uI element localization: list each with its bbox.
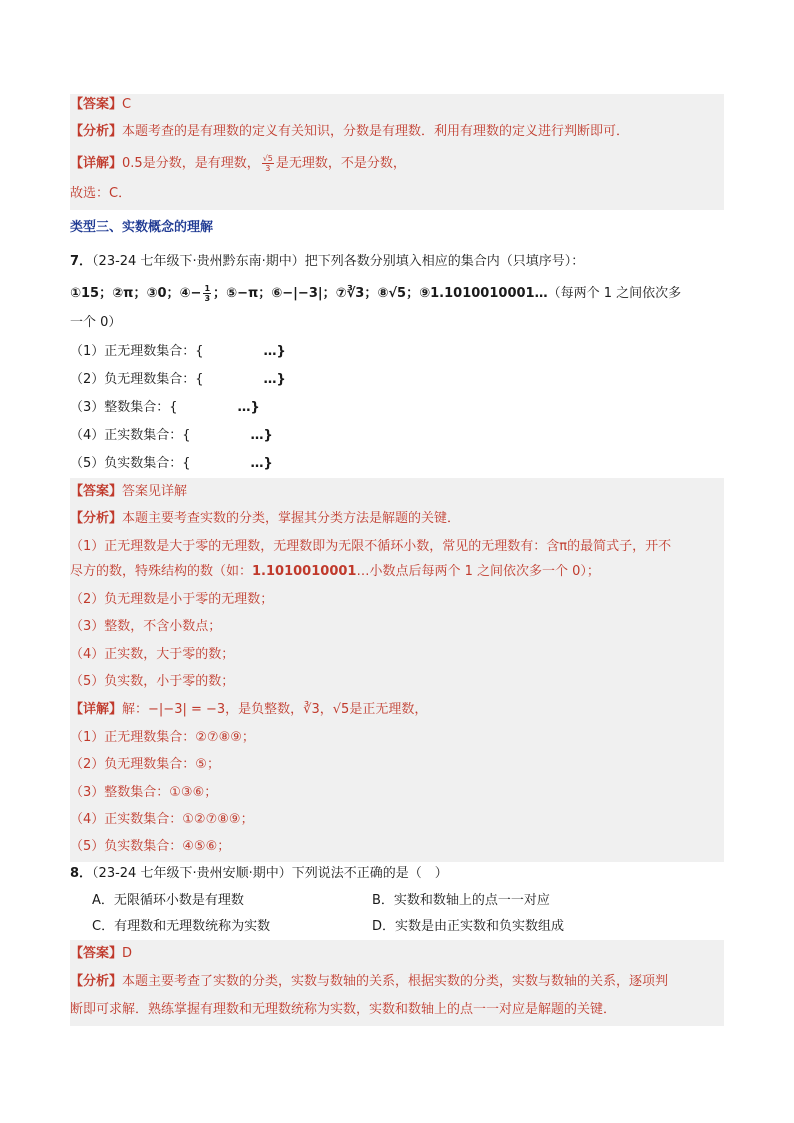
item-mark: ① [70,286,82,301]
q7-items-line [70,280,681,307]
item-mark: ⑦ [335,286,347,301]
set-end: …} [263,372,286,387]
section-heading: 类型三、实数概念的理解 [70,220,214,235]
q7-stem [70,248,584,275]
q8-prompt: 下列说法不正确的是（ ） [291,866,448,881]
set-end: …} [250,456,273,471]
item-mark: ④ [179,286,191,301]
q8-analysis-a: 本题主要考查了实数的分类，实数与数轴的关系，根据实数的分类，实数与数轴的关系，逐项判 [122,974,669,989]
result-value: ④⑤⑥ [182,839,218,854]
q7-set-3 [70,394,260,421]
q6-frac-num: √5 [262,154,273,163]
q7-result-3 [70,779,217,806]
q7-item-6 [271,286,335,301]
analysis-tag: 【分析】 [70,124,123,139]
q7-item-2 [112,286,146,301]
q6-frac-den: 3 [265,164,271,173]
set-end: …} [250,428,273,443]
q7-set-2 [70,366,286,393]
item-mark: ⑧ [377,286,389,301]
item-sep: ； [99,286,113,301]
result-end: ； [241,730,255,745]
answer-tag: 【答案】 [70,946,123,961]
result-label: （4）正实数集合： [70,812,183,827]
q7-detail-mid: ，是负整数， [225,702,304,717]
item-sep: ； [258,286,272,301]
item-value: −π [237,286,259,301]
q7-source: （23-24 七年级下·贵州黔东南·期中） [92,254,305,269]
result-value: ⑤ [195,757,207,772]
result-label: （2）负无理数集合： [70,757,196,772]
item-sep: ； [213,286,227,301]
q8-option-a[interactable]: A．无限循环小数是有理数 [92,893,244,908]
item-value: √5 [388,286,407,301]
result-end: ； [206,757,220,772]
answer-tag: 【答案】 [70,484,123,499]
q7-set-1 [70,338,286,365]
set-label: （1）正无理数集合：{ [70,344,204,359]
q7-analysis-4: （4）正实数，大于零的数； [70,647,235,662]
result-value: ①②⑦⑧⑨ [182,812,241,827]
item-mark: ⑥ [271,286,283,301]
q8-answer-value: D [122,946,133,961]
q6-answer-value: C [122,97,132,112]
q7-item-7 [336,286,378,301]
result-end: ； [240,812,254,827]
q7-detail-comma: ， [319,702,333,717]
q6-fraction [262,154,274,173]
q7-result-5 [70,833,230,860]
q7-detail-cbrt: ∛3 [303,702,320,717]
q7-detail-expr: −|−3| = −3 [148,702,226,717]
frac-num: 1 [204,284,211,293]
set-end: …} [263,344,286,359]
set-label: （2）负无理数集合：{ [70,372,204,387]
q7-items-note-b: 一个 0） [70,315,122,330]
item-value: −|−3| [282,286,323,301]
q7-analysis-1a: （1）正无理数是大于零的无理数，无理数即为无限不循环小数，常见的无理数有：含π的最简式子，开不 [70,539,672,554]
item-mark: ⑤ [226,286,238,301]
q6-detail-b: 是无理数，不是分数， [275,156,406,171]
q8-analysis-line [70,968,668,995]
result-label: （5）负实数集合： [70,839,183,854]
item-sep: ； [364,286,378,301]
item-value: − [190,286,202,301]
q7-result-4 [70,806,254,833]
item-value: 0 [157,286,167,301]
q8-option-d[interactable]: D．实数是由正实数和负实数组成 [372,919,565,934]
q7-set-4 [70,422,273,449]
result-label: （3）整数集合： [70,785,170,800]
q7-detail-sqrt: √5 [332,702,350,717]
q7-item-5 [226,286,271,301]
q7-item4-fraction [203,284,211,303]
q8-stem [70,860,448,887]
item-value: 15 [81,286,100,301]
result-end: ； [217,839,231,854]
q7-item-4 [180,286,227,301]
q8-option-c[interactable]: C．有理数和无理数统称为实数 [92,919,271,934]
q8-option-b[interactable]: B．实数和数轴上的点一一对应 [372,893,550,908]
q6-conclusion [70,180,131,207]
answer-tag: 【答案】 [70,97,123,112]
q7-number: 7． [70,254,93,269]
q8-source: （23-24 七年级下·贵州安顺·期中） [92,866,292,881]
q7-prompt: 把下列各数分别填入相应的集合内（只填序号）： [304,254,585,269]
q7-item-1 [70,286,112,301]
q7-set-5 [70,450,273,477]
analysis-1b-b: …小数点后每两个 1 之间依次多一个 0）； [356,564,600,579]
q6-answer-line [70,91,131,118]
item-mark: ② [112,286,124,301]
q8-number: 8． [70,866,93,881]
result-value: ②⑦⑧⑨ [195,730,242,745]
result-label: （1）正无理数集合： [70,730,196,745]
q7-analysis-1b [70,558,600,585]
q7-item-8 [377,286,419,301]
q8-options-row-1 [92,887,592,914]
item-mark: ⑨ [419,286,431,301]
detail-tag: 【详解】 [70,156,123,171]
q7-analysis-intro: 本题主要考查实数的分类，掌握其分类方法是解题的关键． [122,511,461,526]
item-mark: ③ [146,286,158,301]
item-sep: ； [406,286,420,301]
q8-options-row-2 [92,913,592,940]
frac-den: 3 [204,294,211,303]
q7-items-note-a: （每两个 1 之间依次多 [547,286,682,301]
q7-detail-line [70,696,427,723]
set-label: （5）负实数集合：{ [70,456,191,471]
q7-analysis-2: （2）负无理数是小于零的无理数； [70,592,274,607]
result-end: ； [204,785,218,800]
analysis-1b-num: 1.1010010001 [252,564,357,579]
q6-analysis-text: 本题考查的是有理数的定义有关知识，分数是有理数．利用有理数的定义进行判断即可． [122,124,630,139]
item-sep: ； [133,286,147,301]
q7-analysis-5: （5）负实数，小于零的数； [70,674,235,689]
q7-analysis-3: （3）整数，不含小数点； [70,619,222,634]
q7-item-3 [146,286,179,301]
set-label: （3）整数集合：{ [70,400,178,415]
item-value: 1.1010010001… [430,286,548,301]
set-label: （4）正实数集合：{ [70,428,191,443]
q7-answer-line [70,478,187,505]
detail-tag: 【详解】 [70,702,123,717]
q6-analysis-line [70,118,629,145]
q7-detail-end: 是正无理数， [349,702,428,717]
item-sep: ； [166,286,180,301]
q6-detail-a: 0.5是分数，是有理数， [122,156,260,171]
q7-result-2 [70,751,220,778]
q6-detail-line [70,150,406,177]
item-sep: ； [322,286,336,301]
q7-answer-value: 答案见详解 [122,484,188,499]
analysis-1b-a: 尽方的数，特殊结构的数（如： [70,564,253,579]
q8-analysis-b: 断即可求解．熟练掌握有理数和无理数统称为实数，实数和数轴上的点一一对应是解题的关键． [70,1002,617,1017]
q6-conclusion-text: 故选：C． [70,186,132,201]
result-value: ①③⑥ [169,785,205,800]
q7-result-1 [70,724,255,751]
q8-answer-line [70,940,132,967]
analysis-tag: 【分析】 [70,974,123,989]
item-value: ∛3 [346,286,365,301]
item-value: π [123,286,134,301]
set-end: …} [237,400,260,415]
q7-item-9 [419,286,547,301]
q7-detail-prefix: 解： [122,702,149,717]
analysis-tag: 【分析】 [70,511,123,526]
q7-analysis-line [70,505,460,532]
